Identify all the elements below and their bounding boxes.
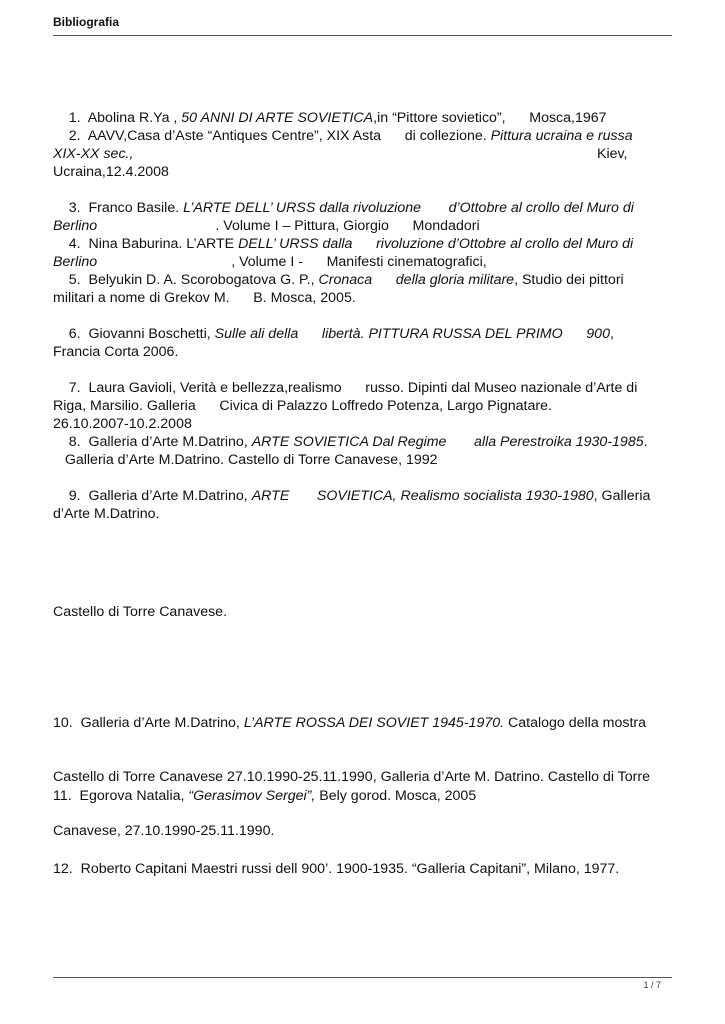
entry-text: 1. Abolina R.Ya , [53, 110, 182, 126]
entry-title: DELL’ URSS dalla rivoluzione d’Ottobre al crollo del Muro di [238, 236, 634, 252]
entry-2-line-2 [53, 145, 672, 163]
entry-text: 3. Franco Basile. [53, 200, 184, 216]
entry-12: 12. Roberto Capitani Maestri russi dell 900’. 1900-1935. “Galleria Capitani”, Milano, 1977. [53, 861, 620, 877]
entry-title: L’ARTE DELL’ URSS dalla rivoluzione d’Ottobre al crollo del Muro di [183, 200, 634, 216]
entry-text: , [609, 326, 614, 342]
entry-10-line-3: Canavese, 27.10.1990-25.11.1990. [53, 823, 275, 839]
entry-text: . Volume I – Pittura, Giorgio Mondadori [97, 218, 480, 234]
entry-text: . [643, 434, 648, 450]
entry-title: Cronaca della gloria militare [318, 272, 515, 288]
entry-10-line-2: Castello di Torre Canavese 27.10.1990-25.11.1990, Galleria d’Arte M. Datrino. Castello di Torre [53, 769, 650, 785]
entry-9-line-2: d’Arte M.Datrino. [53, 506, 160, 522]
entry-text: 4. Nina Baburina. L’ARTE [53, 236, 239, 252]
entry-text: 9. Galleria d’Arte M.Datrino, [53, 488, 252, 504]
entry-text: ,in “Pittore sovietico”, Mosca,1967 [373, 110, 607, 126]
entry-4 [53, 235, 672, 253]
castello-line: Castello di Torre Canavese. [53, 604, 228, 620]
entry-2 [53, 127, 672, 145]
entry-10 [53, 678, 650, 858]
entry-text: Kiev, [597, 146, 628, 162]
entry-text: , Galleria [593, 488, 651, 504]
entry-title: Pittura ucraina e russa [490, 128, 633, 144]
entry-title: ARTE SOVIETICA Dal Regime alla Perestroika 1930-1985 [251, 434, 644, 450]
entry-text: Bely gorod. Mosca, 2005 [315, 788, 477, 804]
page-number: 1 / 7 [643, 980, 661, 990]
header-title: Bibliografia [53, 15, 120, 29]
entry-text: , Studio dei pittori [514, 272, 624, 288]
entry-text: Catalogo della mostra [504, 715, 647, 731]
entry-text: 8. Galleria d’Arte M.Datrino, [53, 434, 252, 450]
entry-6 [53, 325, 672, 343]
bibliography-body [53, 109, 672, 523]
entry-6-line-2: Francia Corta 2006. [53, 344, 179, 360]
entry-title: XIX-XX sec., [53, 146, 134, 162]
entry-4-line-2 [53, 253, 672, 271]
entry-text: 11. Egorova Natalia, [53, 788, 189, 804]
entry-3-line-2 [53, 217, 672, 235]
entry-text: , Volume I - Manifesti cinematografici, [97, 254, 487, 270]
entry-title: ARTE SOVIETICA, Realismo socialista 1930-1980 [251, 488, 594, 504]
entry-7-line-2: Riga, Marsilio. Galleria Civica di Palazzo Loffredo Potenza, Largo Pignatare. [53, 398, 552, 414]
footer-divider [53, 977, 672, 978]
entry-5-line-2: militari a nome di Grekov M. B. Mosca, 2005. [53, 290, 356, 306]
entry-5 [53, 271, 672, 289]
entry-text: 2. AAVV,Casa d’Aste “Antiques Centre”, XIX Asta di collezione. [53, 128, 491, 144]
entry-text: 6. Giovanni Boschetti, [53, 326, 215, 342]
entry-7: 7. Laura Gavioli, Verità e bellezza,realismo russo. Dipinti dal Museo nazionale d’Arte di [53, 380, 638, 396]
entry-11 [53, 787, 476, 805]
entry-8 [53, 433, 672, 451]
header-divider [53, 35, 672, 36]
entry-text: Ucraina,12.4.2008 [53, 164, 169, 180]
entry-title: “Gerasimov Sergei”, [188, 788, 316, 804]
entry-9 [53, 487, 672, 505]
entry-title: L’ARTE ROSSA DEI SOVIET 1945-1970. [243, 715, 505, 731]
entry-7-line-3: 26.10.2007-10.2.2008 [53, 416, 192, 432]
entry-title: 50 ANNI DI ARTE SOVIETICA [181, 110, 374, 126]
entry-text: 10. Galleria d’Arte M.Datrino, [53, 715, 244, 731]
entry-3 [53, 199, 672, 217]
entry-1 [53, 109, 672, 127]
entry-8-line-2: Galleria d’Arte M.Datrino. Castello di Torre Canavese, 1992 [53, 452, 438, 468]
entry-title: Berlino [53, 218, 98, 234]
entry-text: 5. Belyukin D. A. Scorobogatova G. P., [53, 272, 319, 288]
entry-2-line-3 [53, 163, 672, 181]
entry-title: Berlino [53, 254, 98, 270]
entry-title: Sulle ali della libertà. PITTURA RUSSA DEL PRIMO 900 [214, 326, 610, 342]
